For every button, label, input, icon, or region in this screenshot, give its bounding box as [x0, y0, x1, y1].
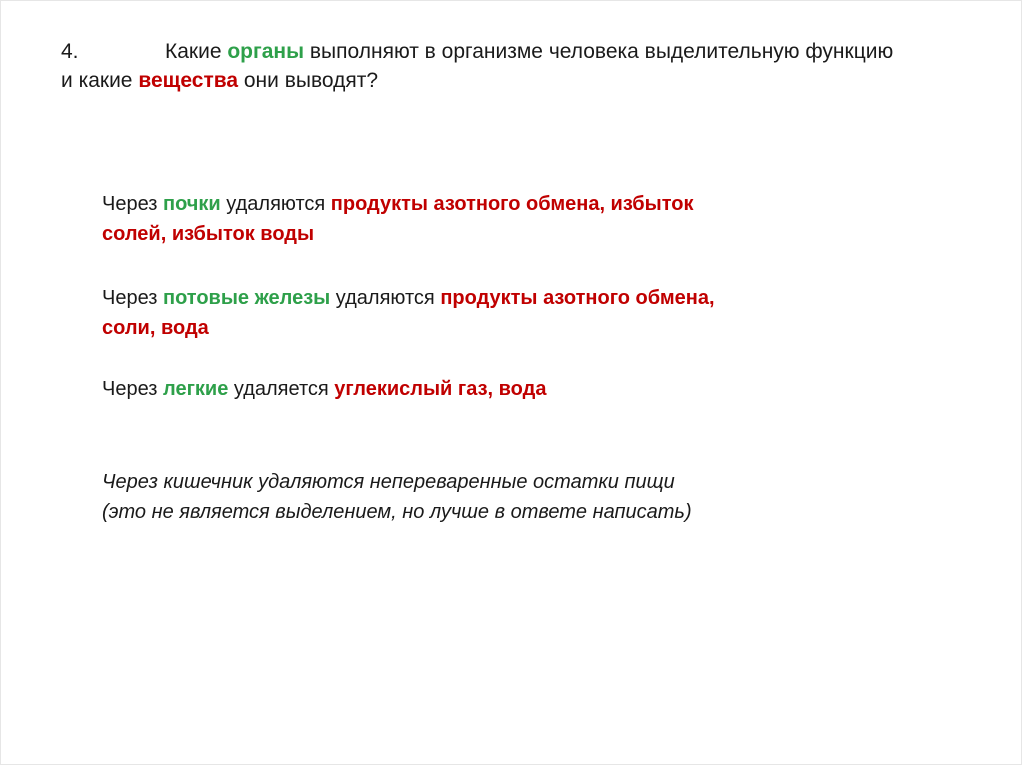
answer-sweat-line-2 [102, 313, 862, 343]
question-heading [61, 37, 981, 95]
answer-pre: Через [102, 193, 163, 215]
products-sweat-1: продукты азотного обмена, [440, 287, 715, 309]
note-line-1: Через кишечник удаляются непереваренные остатки пищи [102, 471, 675, 493]
organ-sweat-glands: потовые железы [163, 287, 331, 309]
answer-mid: удаляются [220, 193, 331, 215]
question-text-a: Какие [165, 40, 228, 63]
note-line-2: (это не является выделением, но лучше в ответе написать) [102, 501, 692, 523]
question-number: 4. [61, 40, 79, 63]
question-text-b: выполняют в организме человека выделительную функцию [304, 40, 894, 63]
products-sweat-2: соли, вода [102, 317, 209, 339]
organ-kidneys: почки [163, 193, 221, 215]
keyword-organs: органы [227, 40, 305, 63]
answer-mid: удаляются [330, 287, 441, 309]
answer-kidneys-line-2 [102, 219, 862, 249]
products-lungs: углекислый газ, вода [334, 378, 547, 400]
keyword-substances: вещества [138, 69, 239, 92]
answer-pre: Через [102, 378, 163, 400]
products-kidneys-1: продукты азотного обмена, избыток [330, 193, 694, 215]
organ-lungs: легкие [163, 378, 229, 400]
answer-kidneys [102, 189, 862, 249]
question-line-1 [61, 37, 981, 66]
answer-kidneys-line-1 [102, 189, 862, 219]
answer-pre: Через [102, 287, 163, 309]
answer-mid: удаляется [228, 378, 335, 400]
answer-sweat-line-1 [102, 283, 862, 313]
answer-lungs-line-1 [102, 374, 862, 404]
question-text-c: и какие [61, 69, 139, 92]
intestine-note [102, 467, 862, 527]
answer-lungs [102, 374, 862, 404]
products-kidneys-2: солей, избыток воды [102, 223, 315, 245]
answer-sweat-glands [102, 283, 862, 343]
question-line-2 [61, 66, 981, 95]
question-text-d: они выводят? [238, 69, 379, 92]
